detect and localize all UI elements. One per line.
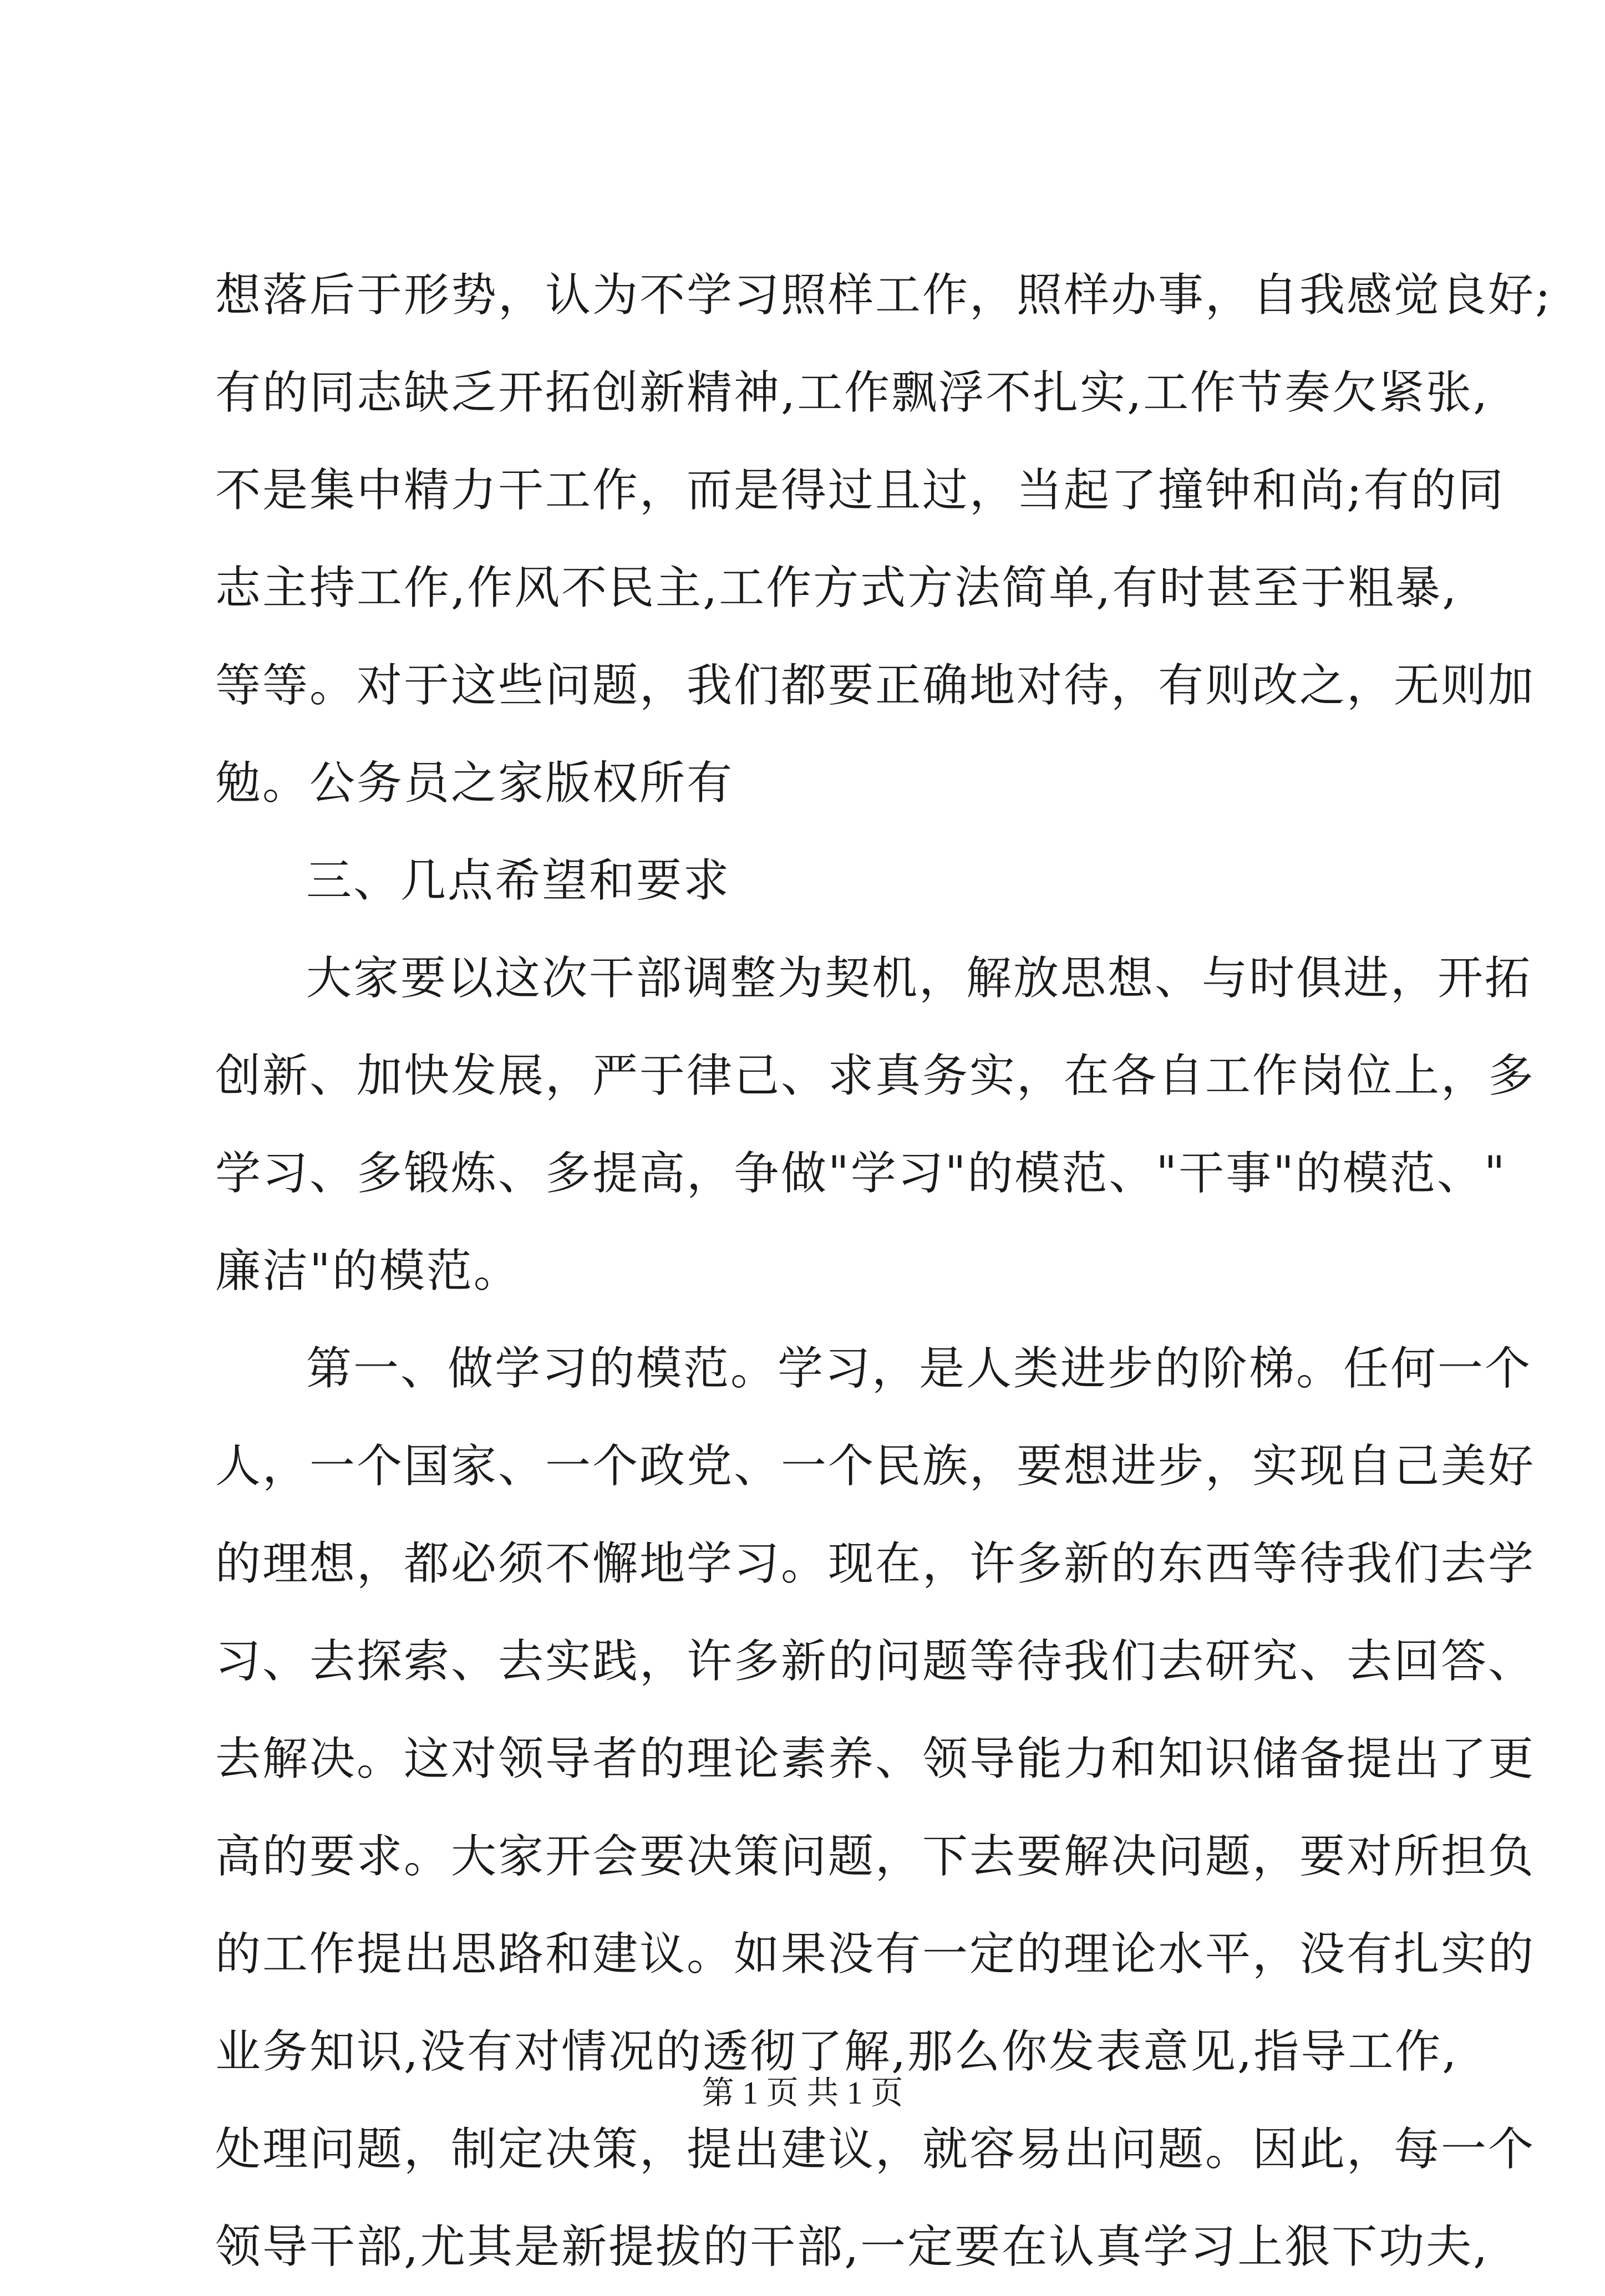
- text-line: 想落后于形势，认为不学习照样工作，照样办事，自我感觉良好;: [215, 269, 1552, 322]
- document-body: [215, 247, 1552, 2296]
- text-line: 领导干部,尤其是新提拔的干部,一定要在认真学习上狠下功夫,: [215, 2221, 1490, 2273]
- text-line: 勉。公务员之家版权所有: [215, 757, 734, 810]
- paragraph-start-line: 大家要以这次干部调整为契机，解放思想、与时俱进，开拓: [306, 952, 1532, 1005]
- page-footer: 第 1 页 共 1 页: [702, 2075, 903, 2111]
- text-line: 不是集中精力干工作，而是得过且过，当起了撞钟和尚;有的同: [215, 464, 1505, 517]
- text-line: 业务知识,没有对情况的透彻了解,那么你发表意见,指导工作,: [215, 2025, 1459, 2078]
- text-line: 高的要求。大家开会要决策问题，下去要解决问题，要对所担负: [215, 1830, 1536, 1883]
- text-line: 创新、加快发展，严于律己、求真务实，在各自工作岗位上，多: [215, 1050, 1536, 1102]
- paragraph-start-line: 第一、做学习的模范。学习，是人类进步的阶梯。任何一个: [306, 1342, 1532, 1395]
- text-line: 习、去探索、去实践，许多新的问题等待我们去研究、去回答、: [215, 1635, 1536, 1688]
- text-line: 的理想，都必须不懈地学习。现在，许多新的东西等待我们去学: [215, 1538, 1536, 1590]
- text-line: 有的同志缺乏开拓创新精神,工作飘浮不扎实,工作节奏欠紧张,: [215, 366, 1490, 419]
- section-heading: 三、几点希望和要求: [306, 854, 731, 907]
- text-line: 等等。对于这些问题，我们都要正确地对待，有则改之，无则加: [215, 659, 1536, 712]
- text-line: 志主持工作,作风不民主,工作方式方法简单,有时甚至于粗暴,: [215, 562, 1459, 614]
- text-line: 处理问题，制定决策，提出建议，就容易出问题。因此，每一个: [215, 2123, 1536, 2176]
- text-line: 廉洁"的模范。: [215, 1245, 521, 1297]
- text-line: 学习、多锻炼、多提高，争做"学习"的模范、"干事"的模范、": [215, 1147, 1507, 1200]
- text-line: 去解决。这对领导者的理论素养、领导能力和知识储备提出了更: [215, 1733, 1536, 1785]
- text-line: 的工作提出思路和建议。如果没有一定的理论水平，没有扎实的: [215, 1928, 1536, 1981]
- text-line: 人，一个国家、一个政党、一个民族，要想进步，实现自己美好: [215, 1440, 1536, 1493]
